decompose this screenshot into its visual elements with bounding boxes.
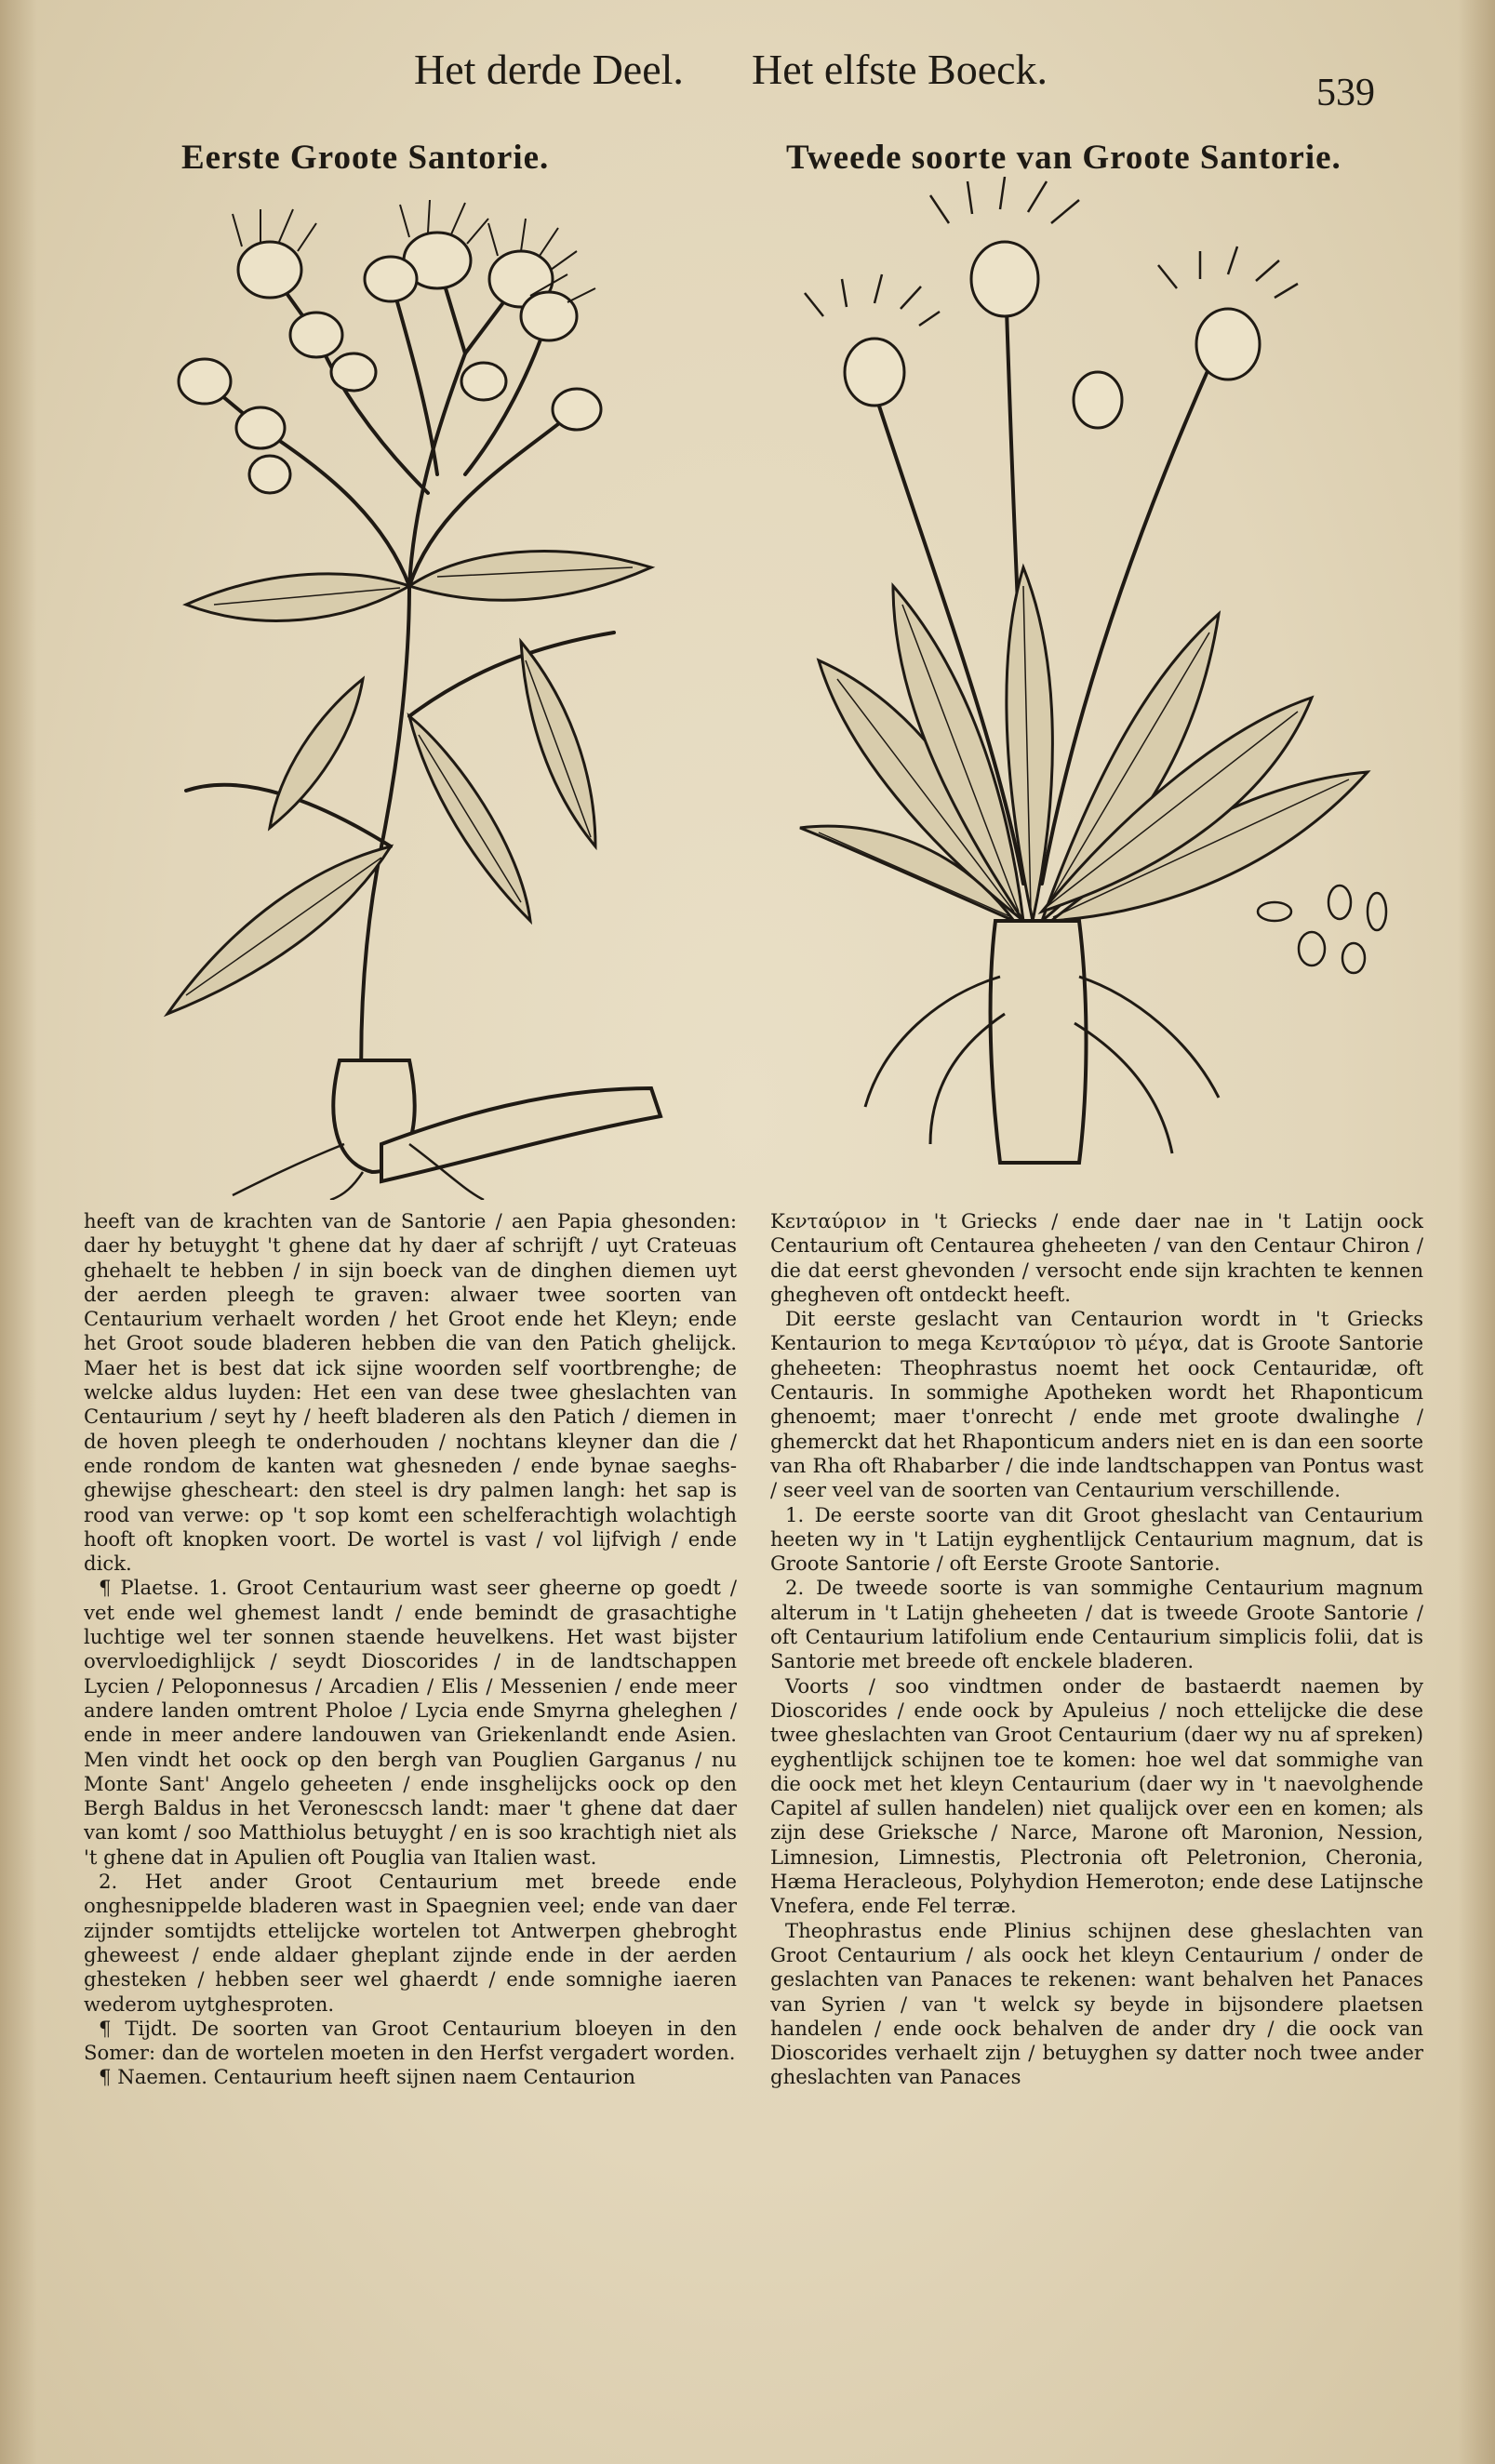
- paragraph: 2. Het ander Groot Centaurium met breede ende onghesnippelde bladeren wast in Spaegnien veel; ende van daer zijnder somtijdts ettelijcke wortelen tot Antwerpen ghebroght gheweest / ende aldaer gheplant zijnde ende in der aerden ghesteken / hebben seer wel ghaerdt / ende somnighe iaeren wederom uytghesproten.: [84, 1870, 737, 2016]
- plate-title-left: Eerste Groote Santorie.: [181, 139, 550, 177]
- text-column-right: [770, 1209, 1423, 2456]
- woodcut-illustration-left: [130, 195, 726, 1200]
- paragraph: ¶ Naemen. Centaurium heeft sijnen naem Centaurion: [99, 2065, 635, 2089]
- running-head-left: Het derde Deel.: [414, 46, 684, 93]
- running-head-right: Het elfste Boeck.: [752, 46, 1048, 93]
- paragraph: Dit eerste geslacht van Centaurion wordt in 't Griecks Kentaurion to mega Κενταύριον τὸ μέγα, dat is Groote Santorie gheheeten: Theophrastus noemt het oock Centauridæ, oft Centauris. In sommighe Apotheken wordt het Rhaponticum ghenoemt; maer t'onrecht / ende met groote dwalinghe / ghemerckt dat het Rhaponticum anders niet en is dan een soorte van Rha oft Rhabarber / die inde landtschappen van Pontus wast / seer veel van de soorten van Centaurium verschillende.: [770, 1307, 1423, 1502]
- paragraph: heeft van de krachten van de Santorie / aen Papia ghesonden: daer hy betuyght 't ghene dat hy daer af schrijft / uyt Crateuas ghehaelt te hebben / in sijn boeck van de dinghen diemen uyt der aerden pleegh te graven: alwaer twee soorten van Centaurium verhaelt worden / het Groot ende het Kleyn; ende het Groot soude bladeren hebben die van den Patich ghelijck. Maer het is best dat ick sijne woorden self voortbrenghe; de welcke aldus luyden: Het een van dese twee gheslachten van Centaurium / seyt hy / heeft bladeren als den Patich / diemen in de hoven pleegh te onderhouden / nochtans kleyner dan die / ende rondom de kanten wat ghesneden / ende bynae saeghs-ghewijse ghescheart: den steel is dry palmen langh: het sap is rood van verwe: op 't sop komt een schelferachtigh wolachtigh hooft oft knopken voort. De wortel is vast / vol lijfvigh / ende dick.: [84, 1209, 737, 1576]
- paragraph: ¶ Plaetse. 1. Groot Centaurium wast seer gheerne op goedt / vet ende wel ghemest landt / ende bemindt de grasachtighe luchtige wel ter sonnen staende heuvelkens. Het wast bijster overvloedighlijck / seydt Dioscorides / in de landtschappen Lycien / Peloponnesus / Arcadien / Elis / Messenien / ende meer andere landen omtrent Pholoe / Lycia ende Smyrna gheleghen / ende in meer andere landouwen van Griekenlandt ende Asien. Men vindt het oock op den bergh van Pouglien Garganus / nu Monte Sant' Angelo geheeten / ende insghelijcks oock op den Bergh Baldus in het Veronescsch landt: maer 't ghene dat daer van komt / soo Matthiolus betuyght / en is soo krachtigh niet als 't ghene dat in Apulien oft Pouglia van Italien wast.: [84, 1576, 737, 1869]
- plate-title-right: Tweede soorte van Groote Santorie.: [786, 139, 1341, 177]
- paragraph: Κενταύριον in 't Griecks / ende daer nae in 't Latijn oock Centaurium oft Centaurea gheheeten / van den Centaur Chiron / die dat eerst ghevonden / versocht ende sijn krachten te kennen ghegheven oft ontdeckt heeft.: [770, 1209, 1423, 1306]
- paragraph: ¶ Tijdt. De soorten van Groot Centaurium bloeyen in den Somer: dan de wortelen moeten in den Herfst vergadert worden.: [84, 2016, 737, 2065]
- paragraph: Voorts / soo vindtmen onder de bastaerdt naemen by Dioscorides / ende oock by Apuleius / noch ettelijcke die dese twee gheslachten van Groot Centaurium (daer wy nu af spreken) eyghentlijck schijnen toe te komen: hoe wel dat sommighe van die oock met het kleyn Centaurium (daer wy in 't naevolghende Capitel af sullen handelen) niet qualijck over een en komen; als zijn dese Grieksche / Narce, Marone oft Maronion, Nession, Limnesion, Limnestis, Plectronia oft Peletronion, Cheronia, Hæma Heracleous, Polyhydion Hemeroton; ende dese Latijnsche Vnefera, ende Fel terræ.: [770, 1673, 1423, 1918]
- page-number: 539: [1316, 72, 1375, 114]
- text-column-left: [84, 1209, 737, 2456]
- paragraph: Theophrastus ende Plinius schijnen dese gheslachten van Groot Centaurium / als oock het kleyn Centaurium / onder de geslachten van Panaces te rekenen: want behalven het Panaces van Syrien / van 't welck sy beyde in bijsondere plaetsen handelen / ende oock behalven de ander dry / die oock van Dioscorides verhaelt zijn / betuyghen sy datter noch twee ander gheslachten van Panaces: [770, 1918, 1423, 2089]
- paragraph: 1. De eerste soorte van dit Groot gheslacht van Centaurium heeten wy in 't Latijn eyghentlijck Centaurium magnum, dat is Groote Santorie / oft Eerste Groote Santorie.: [770, 1502, 1423, 1576]
- paragraph: 2. De tweede soorte is van sommighe Centaurium magnum alterum in 't Latijn gheheeten / dat is tweede Groote Santorie / oft Centaurium latifolium ende Centaurium simplicis folii, dat is Santorie met breede oft enckele bladeren.: [770, 1576, 1423, 1673]
- woodcut-illustration-right: [791, 177, 1405, 1200]
